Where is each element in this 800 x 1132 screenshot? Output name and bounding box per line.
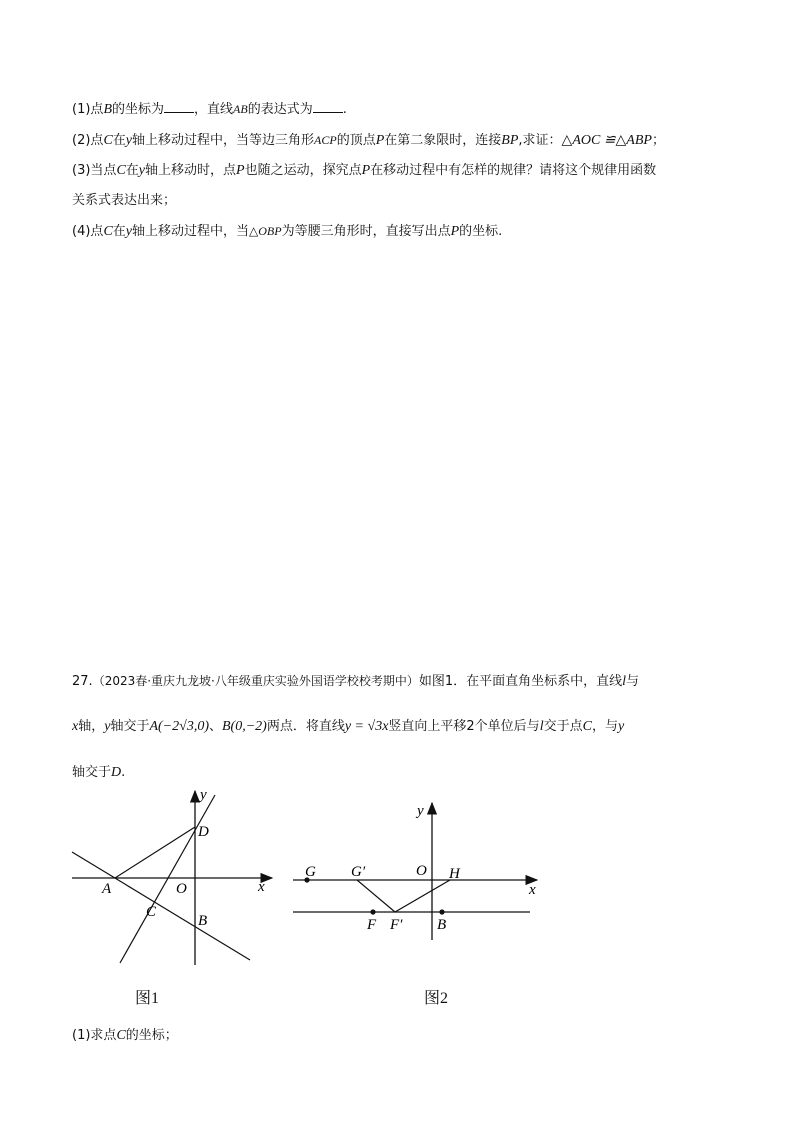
q27-line2: x轴，y轴交于A(−2√3,0)、B(0,−2)两点．将直线y = √3x竖直向上平移2个单位后与l交于点C，与y — [72, 719, 625, 734]
label-x: x — [529, 882, 536, 898]
label-g-prime: G′ — [351, 864, 366, 880]
q27-part1: (1)求点C的坐标； — [72, 1028, 178, 1043]
label-h: H — [449, 866, 460, 882]
line-cd — [120, 795, 215, 963]
label-y: y — [417, 803, 424, 819]
figure-2 — [285, 795, 545, 945]
label-d: D — [198, 824, 209, 840]
label-b: B — [437, 917, 447, 933]
label-x: x — [258, 879, 265, 895]
point-f — [370, 909, 375, 914]
label-y: y — [200, 787, 207, 803]
figure-1 — [60, 785, 290, 975]
label-b: B — [198, 913, 208, 929]
label-o: O — [176, 881, 187, 897]
q26-part2: (2)点C在y轴上移动过程中，当等边三角形ACP的顶点P在第二象限时，连接BP,求证：△AOC ≌△ABP； — [72, 133, 665, 148]
label-c: C — [146, 904, 157, 920]
q27-line3: 轴交于D. — [72, 765, 126, 780]
answer-blank[interactable] — [313, 100, 343, 113]
figure-2-caption: 图2 — [424, 990, 449, 1007]
label-f-prime: F′ — [390, 917, 403, 933]
q26-part1: (1)点B的坐标为 ，直线AB的表达式为 . — [72, 102, 347, 117]
q27-line1: 27.（2023春·重庆九龙坡·八年级重庆实验外国语学校校考期中）如图1．在平面直角坐标系中，直线l与 — [72, 674, 640, 689]
q26-part3: (3)当点C在y轴上移动时，点P也随之运动，探究点P在移动过程中有怎样的规律？请将这个规律用函数 — [72, 163, 657, 178]
figure-1-caption: 图1 — [135, 990, 160, 1007]
q26-part3-cont: 关系式表达出来； — [72, 193, 177, 208]
label-g: G — [305, 864, 316, 880]
label-a: A — [102, 881, 112, 897]
q26-part4: (4)点C在y轴上移动过程中，当△OBP为等腰三角形时，直接写出点P的坐标. — [72, 224, 503, 239]
answer-blank[interactable] — [164, 100, 194, 113]
fold-path — [357, 880, 450, 912]
line-l — [72, 852, 250, 960]
label-o: O — [416, 863, 427, 879]
label-f: F — [367, 917, 377, 933]
point-b — [439, 909, 444, 914]
